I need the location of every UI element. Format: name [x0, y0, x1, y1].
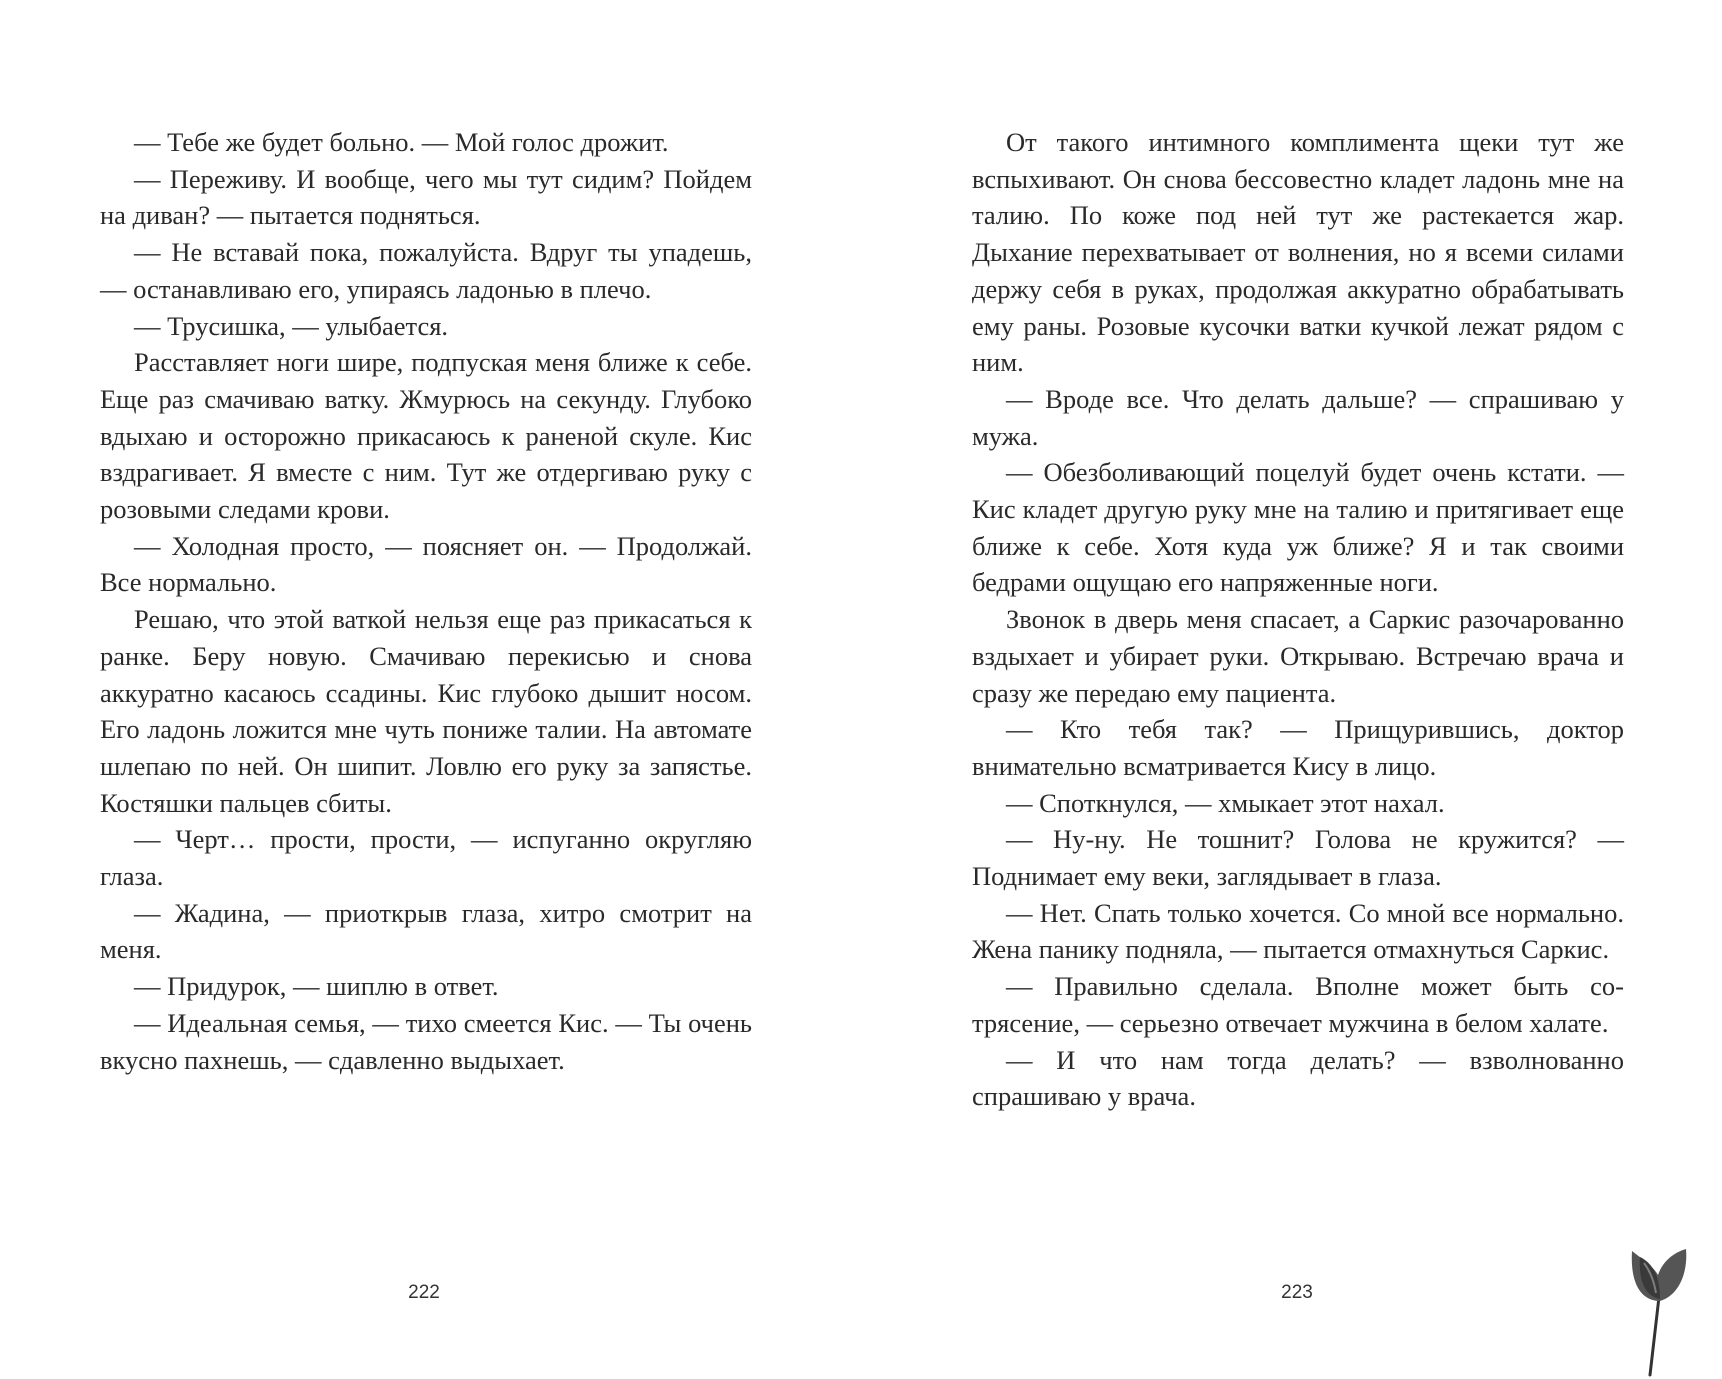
paragraph: — Споткнулся, — хмыкает этот нахал.: [1006, 787, 1445, 818]
paragraph: — Вроде все. Что делать дальше? — спрашиваю у мужа.: [972, 383, 1624, 451]
paragraph: — Кто тебя так? — Прищурившись, доктор внимательно всматривается Кису в лицо.: [972, 714, 1624, 781]
paragraph: — Переживу. И вообще, чего мы тут сидим? Пойдем на диван? — пытается подняться.: [100, 163, 752, 231]
page-number-right: 223: [1281, 1282, 1313, 1303]
paragraph: Расставляет ноги шире, подпуская меня ближе к себе. Еще раз смачиваю ватку. Жмурюсь на секунду. Глубоко вдыхаю и осторожно прикасаюсь к раненой скуле. Кис вздрагивает. Я вместе с ним. Тут же отдергиваю руку с розовыми следами крови.: [100, 347, 752, 525]
paragraph: Решаю, что этой ваткой нельзя еще раз прикасаться к ранке. Беру новую. Смачиваю перекисью и снова аккуратно касаюсь ссадины. Кис глубоко дышит носом. Его ладонь ложится мне чуть пониже талии. На автомате шлепаю по ней. Он шипит. Ловлю его руку за запястье. Костяшки пальцев сбиты.: [100, 604, 752, 818]
paragraph: — Нет. Спать только хочется. Со мной все нормально. Жена панику подняла, — пытается отмахнуться Саркис.: [972, 897, 1624, 965]
paragraph: — И что нам тогда делать? — взволнованно спрашиваю у врача.: [972, 1044, 1624, 1112]
paragraph: — Обезболивающий поцелуй будет очень кстати. — Кис кладет другую руку мне на талию и притягивает еще ближе к себе. Хотя куда уж ближе? Я и так своими бедрами ощущаю его напряженные ноги.: [972, 457, 1624, 598]
paragraph: — Правильно сделала. Вполне может быть сотрясение, — серьезно отвечает мужчина в белом халате.: [972, 971, 1624, 1038]
page-number-left: 222: [408, 1282, 440, 1303]
right-page: [972, 124, 1624, 1115]
paragraph: — Жадина, — приоткрыв глаза, хитро смотрит на меня.: [100, 897, 752, 965]
paragraph: — Ну-ну. Не тошнит? Голова не кружится? — Поднимает ему веки, заглядывает в глаза.: [972, 824, 1624, 892]
paragraph: От такого интимного комплимента щеки тут же вспыхивают. Он снова бессовестно кладет ладонь мне на талию. По коже под ней тут же растекается жар. Дыхание перехватывает от волнения, но я всеми силами держу себя в руках, продолжая аккуратно обрабатывать ему раны. Розовые кусочки ватки кучкой лежат рядом с ним.: [972, 127, 1624, 378]
paragraph: — Идеальная семья, — тихо смеется Кис. — Ты очень вкусно пахнешь, — сдавленно выдыхает.: [100, 1007, 752, 1075]
paragraph: — Тебе же будет больно. — Мой голос дрожит.: [134, 127, 669, 157]
tulip-icon: [1626, 1245, 1690, 1377]
paragraph: — Трусишка, — улыбается.: [134, 310, 449, 341]
tulip-stem: [1650, 1297, 1659, 1375]
paragraph: — Придурок, — шиплю в ответ.: [134, 971, 499, 1002]
paragraph: Звонок в дверь меня спасает, а Саркис разочарованно вздыхает и убирает руки. Открываю. Встречаю врача и сразу же передаю ему пациента.: [972, 604, 1624, 708]
paragraph: — Черт… прости, прости, — испуганно округляю глаза.: [100, 824, 752, 892]
paragraph: — Не вставай пока, пожалуйста. Вдруг ты упадешь, — останавливаю его, упираясь ладонью в плечо.: [100, 237, 752, 304]
paragraph: — Холодная просто, — поясняет он. — Продолжай. Все нормально.: [100, 530, 752, 598]
left-page: [100, 124, 752, 1078]
